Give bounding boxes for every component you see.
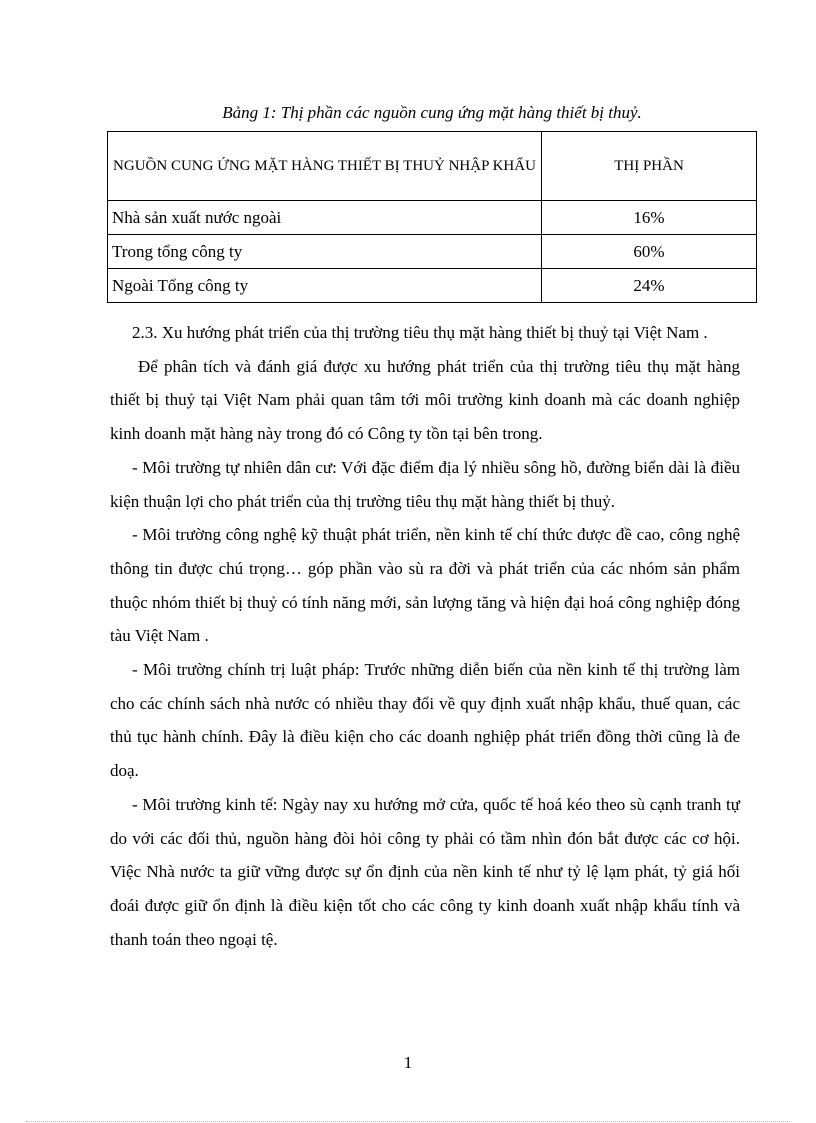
table-row xyxy=(108,235,757,269)
section-heading: 2.3. Xu hướng phát triển của thị trường tiêu thụ mặt hàng thiết bị thuỷ tại Việt Nam . xyxy=(132,323,708,342)
cell-share: 24% xyxy=(542,269,757,303)
page-bottom-rule xyxy=(26,1121,790,1122)
table-row xyxy=(108,269,757,303)
cell-share: 60% xyxy=(542,235,757,269)
cell-share: 16% xyxy=(542,201,757,235)
cell-source: Ngoài Tổng công ty xyxy=(108,269,542,303)
body-text xyxy=(110,316,740,956)
cell-source: Trong tổng công ty xyxy=(108,235,542,269)
paragraph: - Môi trường tự nhiên dân cư: Với đặc điểm địa lý nhiều sông hồ, đường biển dài là điều kiện thuận lợi cho phát triển của thị trường tiêu thụ mặt hàng thiết bị thuỷ. xyxy=(110,457,740,511)
table-caption: Bảng 1: Thị phần các nguồn cung ứng mặt hàng thiết bị thuỷ. xyxy=(222,103,642,122)
page-number: 1 xyxy=(403,1053,413,1072)
paragraph: - Môi trường chính trị luật pháp: Trước những diễn biến của nền kinh tế thị trường làm cho các chính sách nhà nước có nhiều thay đổi về quy định xuất nhập khẩu, thuế quan, các thủ tục hành chính. Đây là điều kiện cho các doanh nghiệp phát triển đồng thời cũng là đe doạ. xyxy=(110,660,740,781)
table-row xyxy=(108,201,757,235)
header-share: THỊ PHẦN xyxy=(542,132,757,201)
table-header-row xyxy=(108,132,757,201)
cell-source: Nhà sản xuất nước ngoài xyxy=(108,201,542,235)
paragraph: Để phân tích và đánh giá được xu hướng phát triển của thị trường tiêu thụ mặt hàng thiết bị thuỷ tại Việt Nam phải quan tâm tới môi trường kinh doanh mà các doanh nghiệp kinh doanh mặt hàng này trong đó có Công ty tồn tại bên trong. xyxy=(110,356,740,444)
paragraph: - Môi trường kinh tế: Ngày nay xu hướng mở cửa, quốc tế hoá kéo theo sù cạnh tranh tự do với các đối thủ, nguồn hàng đòi hỏi công ty phải có tầm nhìn đón bắt được các cơ hội. Việc Nhà nước ta giữ vững được sự ổn định của nền kinh tế như tỷ lệ lạm phát, tỷ giá hối đoái được giữ ổn định là điều kiện tốt cho các công ty kinh doanh xuất nhập khẩu tính và thanh toán theo ngoại tệ. xyxy=(110,794,740,949)
market-share-table xyxy=(107,131,757,303)
header-source: NGUỒN CUNG ỨNG MẶT HÀNG THIẾT BỊ THUỶ NHẬP KHẨU xyxy=(108,132,542,201)
paragraph: - Môi trường công nghệ kỹ thuật phát triển, nền kinh tế chí thức được đề cao, công nghệ thông tin được chú trọng… góp phần vào sù ra đời và phát triển của các nhóm sản phẩm thuộc nhóm thiết bị thuỷ có tính năng mới, sản lượng tăng và hiện đại hoá công nghiệp đóng tàu Việt Nam . xyxy=(110,525,740,646)
